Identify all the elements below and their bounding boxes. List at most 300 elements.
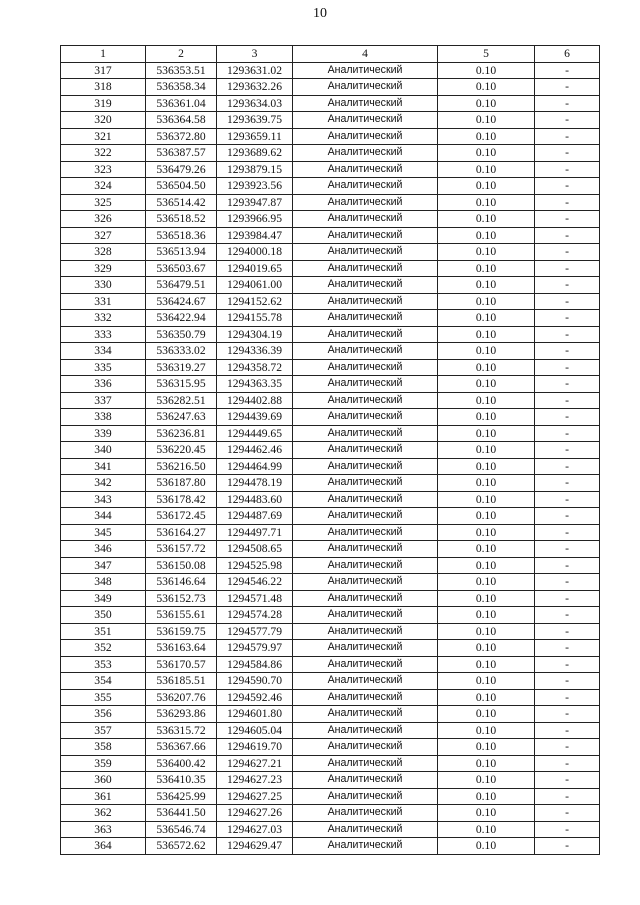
table-row <box>61 145 600 162</box>
cell-coord-x: 536170.57 <box>146 656 217 673</box>
cell-method: Аналитический <box>293 491 438 508</box>
table-row <box>61 194 600 211</box>
cell-coord-x: 536163.64 <box>146 640 217 657</box>
cell-note: - <box>535 310 600 327</box>
cell-coord-x: 536361.04 <box>146 95 217 112</box>
header-col-1: 1 <box>61 46 146 63</box>
cell-note: - <box>535 623 600 640</box>
cell-coord-x: 536157.72 <box>146 541 217 558</box>
cell-coord-x: 536155.61 <box>146 607 217 624</box>
cell-accuracy: 0.10 <box>438 343 535 360</box>
table-row <box>61 95 600 112</box>
cell-note: - <box>535 821 600 838</box>
cell-method: Аналитический <box>293 838 438 855</box>
cell-method: Аналитический <box>293 541 438 558</box>
cell-coord-y: 1293879.15 <box>217 161 293 178</box>
table-row <box>61 260 600 277</box>
cell-note: - <box>535 244 600 261</box>
cell-note: - <box>535 689 600 706</box>
cell-point-number: 348 <box>61 574 146 591</box>
cell-coord-x: 536207.76 <box>146 689 217 706</box>
cell-coord-x: 536503.67 <box>146 260 217 277</box>
cell-method: Аналитический <box>293 788 438 805</box>
cell-coord-y: 1294155.78 <box>217 310 293 327</box>
cell-accuracy: 0.10 <box>438 79 535 96</box>
cell-note: - <box>535 805 600 822</box>
cell-accuracy: 0.10 <box>438 62 535 79</box>
cell-method: Аналитический <box>293 79 438 96</box>
cell-accuracy: 0.10 <box>438 706 535 723</box>
cell-coord-y: 1294571.48 <box>217 590 293 607</box>
cell-point-number: 336 <box>61 376 146 393</box>
cell-method: Аналитический <box>293 574 438 591</box>
table-row <box>61 508 600 525</box>
table-row <box>61 788 600 805</box>
cell-accuracy: 0.10 <box>438 557 535 574</box>
cell-method: Аналитический <box>293 244 438 261</box>
cell-method: Аналитический <box>293 739 438 756</box>
cell-coord-y: 1294584.86 <box>217 656 293 673</box>
table-row <box>61 590 600 607</box>
cell-coord-x: 536185.51 <box>146 673 217 690</box>
cell-method: Аналитический <box>293 673 438 690</box>
cell-coord-x: 536293.86 <box>146 706 217 723</box>
cell-method: Аналитический <box>293 310 438 327</box>
cell-note: - <box>535 392 600 409</box>
table-row <box>61 112 600 129</box>
cell-coord-y: 1294627.26 <box>217 805 293 822</box>
table-row <box>61 293 600 310</box>
cell-coord-y: 1293631.02 <box>217 62 293 79</box>
cell-coord-y: 1293659.11 <box>217 128 293 145</box>
table-row <box>61 838 600 855</box>
coordinates-table <box>60 45 600 855</box>
cell-note: - <box>535 145 600 162</box>
cell-point-number: 324 <box>61 178 146 195</box>
cell-point-number: 325 <box>61 194 146 211</box>
cell-accuracy: 0.10 <box>438 326 535 343</box>
cell-coord-x: 536518.36 <box>146 227 217 244</box>
cell-coord-x: 536164.27 <box>146 524 217 541</box>
cell-note: - <box>535 574 600 591</box>
cell-coord-x: 536400.42 <box>146 755 217 772</box>
cell-coord-y: 1294627.25 <box>217 788 293 805</box>
cell-accuracy: 0.10 <box>438 293 535 310</box>
cell-coord-x: 536350.79 <box>146 326 217 343</box>
cell-note: - <box>535 755 600 772</box>
cell-coord-y: 1293639.75 <box>217 112 293 129</box>
cell-coord-y: 1293634.03 <box>217 95 293 112</box>
table-row <box>61 409 600 426</box>
cell-coord-x: 536220.45 <box>146 442 217 459</box>
table-row <box>61 524 600 541</box>
cell-note: - <box>535 442 600 459</box>
cell-point-number: 349 <box>61 590 146 607</box>
cell-accuracy: 0.10 <box>438 508 535 525</box>
cell-coord-y: 1294358.72 <box>217 359 293 376</box>
cell-coord-y: 1294590.70 <box>217 673 293 690</box>
cell-note: - <box>535 557 600 574</box>
cell-accuracy: 0.10 <box>438 788 535 805</box>
cell-coord-x: 536159.75 <box>146 623 217 640</box>
cell-method: Аналитический <box>293 343 438 360</box>
cell-accuracy: 0.10 <box>438 227 535 244</box>
cell-point-number: 353 <box>61 656 146 673</box>
table-row <box>61 491 600 508</box>
cell-note: - <box>535 227 600 244</box>
cell-point-number: 352 <box>61 640 146 657</box>
cell-accuracy: 0.10 <box>438 524 535 541</box>
cell-accuracy: 0.10 <box>438 755 535 772</box>
cell-coord-y: 1294449.65 <box>217 425 293 442</box>
cell-coord-y: 1294402.88 <box>217 392 293 409</box>
cell-accuracy: 0.10 <box>438 178 535 195</box>
cell-accuracy: 0.10 <box>438 277 535 294</box>
table-row <box>61 178 600 195</box>
table-row <box>61 772 600 789</box>
cell-coord-y: 1294019.65 <box>217 260 293 277</box>
cell-method: Аналитический <box>293 772 438 789</box>
cell-coord-y: 1294619.70 <box>217 739 293 756</box>
table-row <box>61 755 600 772</box>
cell-note: - <box>535 62 600 79</box>
coordinates-table-wrapper <box>60 45 600 855</box>
cell-point-number: 317 <box>61 62 146 79</box>
cell-method: Аналитический <box>293 326 438 343</box>
cell-accuracy: 0.10 <box>438 128 535 145</box>
cell-accuracy: 0.10 <box>438 607 535 624</box>
cell-coord-x: 536479.26 <box>146 161 217 178</box>
cell-coord-y: 1294497.71 <box>217 524 293 541</box>
table-row <box>61 574 600 591</box>
cell-method: Аналитический <box>293 805 438 822</box>
cell-point-number: 361 <box>61 788 146 805</box>
cell-coord-y: 1294577.79 <box>217 623 293 640</box>
cell-point-number: 351 <box>61 623 146 640</box>
cell-method: Аналитический <box>293 524 438 541</box>
cell-accuracy: 0.10 <box>438 409 535 426</box>
page-number: 10 <box>313 6 327 21</box>
cell-coord-y: 1294508.65 <box>217 541 293 558</box>
cell-point-number: 333 <box>61 326 146 343</box>
cell-coord-y: 1294336.39 <box>217 343 293 360</box>
cell-method: Аналитический <box>293 821 438 838</box>
cell-point-number: 344 <box>61 508 146 525</box>
cell-note: - <box>535 508 600 525</box>
cell-coord-y: 1293984.47 <box>217 227 293 244</box>
cell-accuracy: 0.10 <box>438 772 535 789</box>
cell-method: Аналитический <box>293 508 438 525</box>
cell-coord-y: 1294574.28 <box>217 607 293 624</box>
cell-point-number: 342 <box>61 475 146 492</box>
cell-accuracy: 0.10 <box>438 640 535 657</box>
table-row <box>61 739 600 756</box>
cell-point-number: 321 <box>61 128 146 145</box>
cell-coord-x: 536367.66 <box>146 739 217 756</box>
cell-point-number: 362 <box>61 805 146 822</box>
table-row <box>61 128 600 145</box>
cell-method: Аналитический <box>293 755 438 772</box>
table-row <box>61 821 600 838</box>
cell-method: Аналитический <box>293 623 438 640</box>
header-col-6: 6 <box>535 46 600 63</box>
cell-coord-x: 536247.63 <box>146 409 217 426</box>
cell-method: Аналитический <box>293 656 438 673</box>
cell-note: - <box>535 359 600 376</box>
cell-accuracy: 0.10 <box>438 805 535 822</box>
cell-accuracy: 0.10 <box>438 359 535 376</box>
cell-coord-x: 536513.94 <box>146 244 217 261</box>
cell-method: Аналитический <box>293 706 438 723</box>
table-row <box>61 310 600 327</box>
cell-note: - <box>535 656 600 673</box>
table-row <box>61 623 600 640</box>
cell-coord-x: 536422.94 <box>146 310 217 327</box>
table-row <box>61 62 600 79</box>
table-row <box>61 161 600 178</box>
table-row <box>61 343 600 360</box>
cell-note: - <box>535 194 600 211</box>
cell-note: - <box>535 95 600 112</box>
cell-method: Аналитический <box>293 376 438 393</box>
cell-coord-y: 1294592.46 <box>217 689 293 706</box>
cell-coord-y: 1294464.99 <box>217 458 293 475</box>
cell-coord-x: 536514.42 <box>146 194 217 211</box>
cell-method: Аналитический <box>293 145 438 162</box>
cell-coord-y: 1294478.19 <box>217 475 293 492</box>
cell-point-number: 350 <box>61 607 146 624</box>
cell-note: - <box>535 161 600 178</box>
cell-coord-y: 1294601.80 <box>217 706 293 723</box>
cell-note: - <box>535 178 600 195</box>
cell-accuracy: 0.10 <box>438 244 535 261</box>
header-col-3: 3 <box>217 46 293 63</box>
cell-method: Аналитический <box>293 442 438 459</box>
cell-method: Аналитический <box>293 722 438 739</box>
cell-accuracy: 0.10 <box>438 95 535 112</box>
cell-method: Аналитический <box>293 475 438 492</box>
header-row <box>61 46 600 63</box>
cell-note: - <box>535 607 600 624</box>
cell-note: - <box>535 524 600 541</box>
cell-accuracy: 0.10 <box>438 211 535 228</box>
cell-coord-y: 1294627.03 <box>217 821 293 838</box>
table-row <box>61 656 600 673</box>
cell-point-number: 358 <box>61 739 146 756</box>
cell-point-number: 364 <box>61 838 146 855</box>
cell-coord-y: 1294304.19 <box>217 326 293 343</box>
cell-coord-y: 1293923.56 <box>217 178 293 195</box>
cell-coord-x: 536518.52 <box>146 211 217 228</box>
cell-point-number: 319 <box>61 95 146 112</box>
cell-method: Аналитический <box>293 211 438 228</box>
cell-coord-y: 1294487.69 <box>217 508 293 525</box>
table-row <box>61 425 600 442</box>
cell-coord-x: 536315.72 <box>146 722 217 739</box>
cell-method: Аналитический <box>293 689 438 706</box>
cell-coord-y: 1294000.18 <box>217 244 293 261</box>
cell-point-number: 355 <box>61 689 146 706</box>
cell-coord-x: 536146.64 <box>146 574 217 591</box>
cell-method: Аналитический <box>293 194 438 211</box>
cell-coord-x: 536187.80 <box>146 475 217 492</box>
cell-note: - <box>535 409 600 426</box>
cell-method: Аналитический <box>293 557 438 574</box>
cell-point-number: 360 <box>61 772 146 789</box>
cell-coord-x: 536150.08 <box>146 557 217 574</box>
cell-coord-x: 536236.81 <box>146 425 217 442</box>
cell-note: - <box>535 475 600 492</box>
cell-coord-y: 1294483.60 <box>217 491 293 508</box>
table-row <box>61 392 600 409</box>
cell-note: - <box>535 211 600 228</box>
cell-method: Аналитический <box>293 128 438 145</box>
cell-coord-y: 1294546.22 <box>217 574 293 591</box>
cell-coord-x: 536172.45 <box>146 508 217 525</box>
cell-point-number: 327 <box>61 227 146 244</box>
cell-accuracy: 0.10 <box>438 475 535 492</box>
cell-point-number: 329 <box>61 260 146 277</box>
header-col-5: 5 <box>438 46 535 63</box>
cell-point-number: 334 <box>61 343 146 360</box>
cell-coord-y: 1294152.62 <box>217 293 293 310</box>
cell-method: Аналитический <box>293 425 438 442</box>
cell-coord-y: 1294525.98 <box>217 557 293 574</box>
cell-note: - <box>535 425 600 442</box>
cell-accuracy: 0.10 <box>438 458 535 475</box>
cell-coord-x: 536424.67 <box>146 293 217 310</box>
table-row <box>61 376 600 393</box>
cell-coord-x: 536387.57 <box>146 145 217 162</box>
table-row <box>61 277 600 294</box>
cell-note: - <box>535 112 600 129</box>
cell-coord-x: 536315.95 <box>146 376 217 393</box>
cell-method: Аналитический <box>293 112 438 129</box>
cell-accuracy: 0.10 <box>438 376 535 393</box>
cell-accuracy: 0.10 <box>438 161 535 178</box>
cell-method: Аналитический <box>293 607 438 624</box>
cell-accuracy: 0.10 <box>438 310 535 327</box>
cell-point-number: 323 <box>61 161 146 178</box>
cell-point-number: 346 <box>61 541 146 558</box>
cell-coord-x: 536479.51 <box>146 277 217 294</box>
table-row <box>61 79 600 96</box>
cell-accuracy: 0.10 <box>438 821 535 838</box>
table-row <box>61 640 600 657</box>
table-row <box>61 326 600 343</box>
table-row <box>61 458 600 475</box>
cell-accuracy: 0.10 <box>438 623 535 640</box>
cell-accuracy: 0.10 <box>438 838 535 855</box>
cell-method: Аналитический <box>293 95 438 112</box>
cell-note: - <box>535 541 600 558</box>
cell-point-number: 337 <box>61 392 146 409</box>
cell-coord-y: 1294363.35 <box>217 376 293 393</box>
cell-method: Аналитический <box>293 458 438 475</box>
cell-coord-y: 1294462.46 <box>217 442 293 459</box>
cell-point-number: 343 <box>61 491 146 508</box>
cell-coord-x: 536425.99 <box>146 788 217 805</box>
cell-point-number: 338 <box>61 409 146 426</box>
cell-coord-x: 536152.73 <box>146 590 217 607</box>
table-row <box>61 227 600 244</box>
cell-accuracy: 0.10 <box>438 260 535 277</box>
cell-point-number: 347 <box>61 557 146 574</box>
cell-point-number: 359 <box>61 755 146 772</box>
cell-method: Аналитический <box>293 277 438 294</box>
cell-coord-x: 536358.34 <box>146 79 217 96</box>
cell-point-number: 322 <box>61 145 146 162</box>
cell-point-number: 330 <box>61 277 146 294</box>
table-row <box>61 541 600 558</box>
cell-accuracy: 0.10 <box>438 722 535 739</box>
cell-coord-x: 536178.42 <box>146 491 217 508</box>
cell-note: - <box>535 706 600 723</box>
cell-point-number: 332 <box>61 310 146 327</box>
cell-point-number: 318 <box>61 79 146 96</box>
cell-note: - <box>535 788 600 805</box>
cell-accuracy: 0.10 <box>438 425 535 442</box>
cell-accuracy: 0.10 <box>438 739 535 756</box>
cell-point-number: 339 <box>61 425 146 442</box>
table-row <box>61 689 600 706</box>
cell-coord-x: 536319.27 <box>146 359 217 376</box>
cell-note: - <box>535 343 600 360</box>
cell-point-number: 340 <box>61 442 146 459</box>
cell-method: Аналитический <box>293 62 438 79</box>
cell-method: Аналитический <box>293 409 438 426</box>
cell-accuracy: 0.10 <box>438 145 535 162</box>
cell-accuracy: 0.10 <box>438 574 535 591</box>
cell-note: - <box>535 326 600 343</box>
cell-point-number: 320 <box>61 112 146 129</box>
cell-coord-y: 1294627.23 <box>217 772 293 789</box>
cell-point-number: 326 <box>61 211 146 228</box>
cell-coord-x: 536372.80 <box>146 128 217 145</box>
cell-accuracy: 0.10 <box>438 541 535 558</box>
cell-coord-x: 536572.62 <box>146 838 217 855</box>
cell-coord-y: 1294605.04 <box>217 722 293 739</box>
cell-note: - <box>535 640 600 657</box>
header-col-4: 4 <box>293 46 438 63</box>
table-row <box>61 442 600 459</box>
cell-note: - <box>535 293 600 310</box>
cell-point-number: 356 <box>61 706 146 723</box>
table-row <box>61 805 600 822</box>
table-row <box>61 211 600 228</box>
cell-point-number: 341 <box>61 458 146 475</box>
cell-accuracy: 0.10 <box>438 392 535 409</box>
cell-note: - <box>535 376 600 393</box>
table-row <box>61 244 600 261</box>
cell-coord-y: 1294627.21 <box>217 755 293 772</box>
cell-method: Аналитический <box>293 161 438 178</box>
table-row <box>61 607 600 624</box>
cell-point-number: 354 <box>61 673 146 690</box>
cell-coord-y: 1293966.95 <box>217 211 293 228</box>
header-col-2: 2 <box>146 46 217 63</box>
cell-accuracy: 0.10 <box>438 112 535 129</box>
table-row <box>61 673 600 690</box>
cell-note: - <box>535 458 600 475</box>
cell-point-number: 328 <box>61 244 146 261</box>
table-row <box>61 706 600 723</box>
table-row <box>61 722 600 739</box>
cell-coord-y: 1293632.26 <box>217 79 293 96</box>
cell-coord-y: 1294061.00 <box>217 277 293 294</box>
cell-coord-x: 536504.50 <box>146 178 217 195</box>
cell-coord-y: 1294629.47 <box>217 838 293 855</box>
